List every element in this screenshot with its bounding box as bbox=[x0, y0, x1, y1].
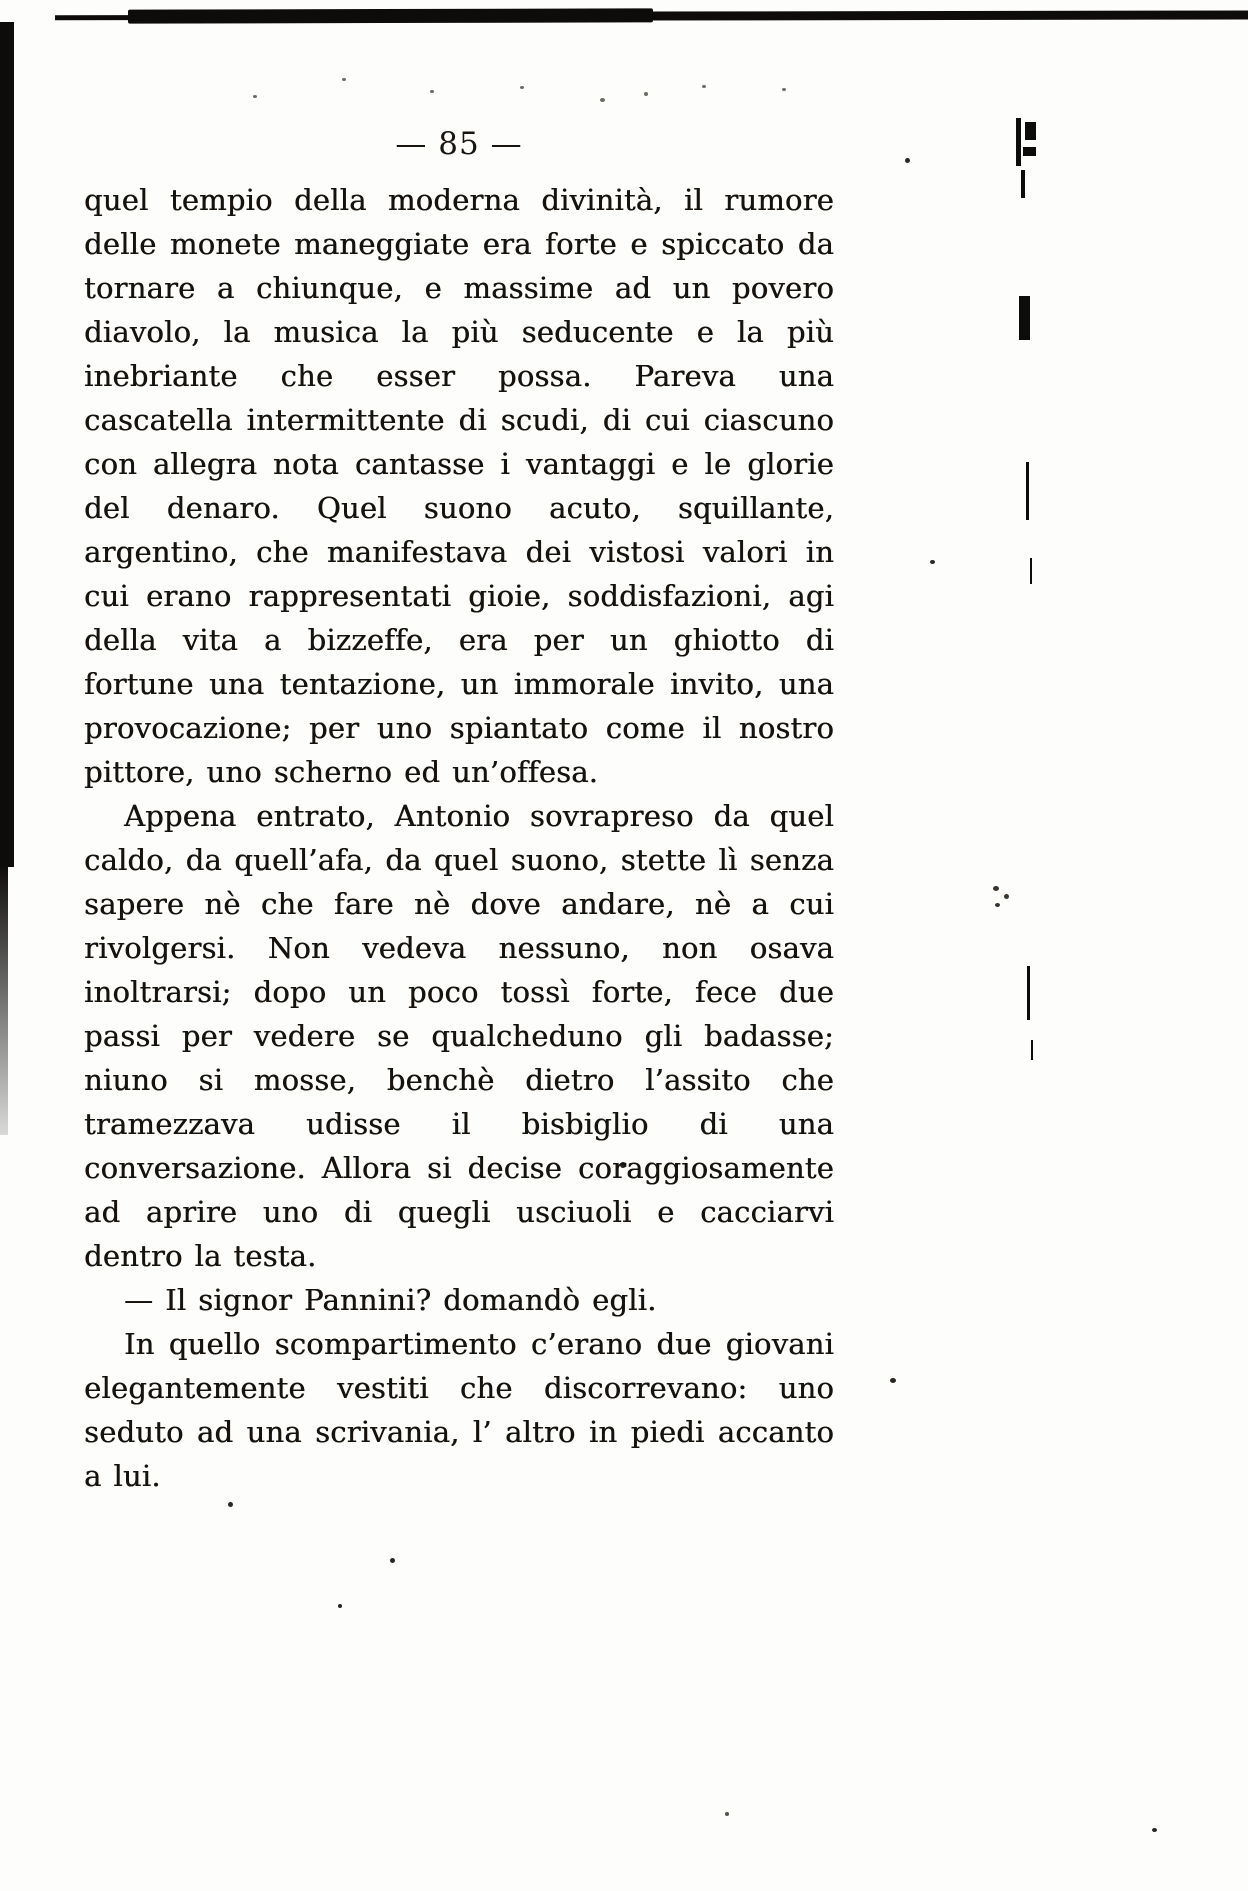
scan-speck bbox=[930, 560, 935, 564]
scan-speck bbox=[342, 78, 346, 81]
scan-speck bbox=[905, 158, 910, 163]
scan-speck bbox=[993, 886, 999, 891]
scan-speck bbox=[1152, 1828, 1157, 1832]
page-number: — 85 — bbox=[395, 126, 523, 162]
page-text bbox=[84, 178, 834, 1498]
scan-speck bbox=[338, 1604, 342, 1608]
scan-speck bbox=[702, 85, 706, 88]
scan-artifact-edge-mark bbox=[1026, 462, 1029, 520]
scan-speck bbox=[995, 903, 1000, 907]
scan-speck bbox=[430, 90, 434, 93]
scan-artifact-edge-mark bbox=[1030, 558, 1032, 584]
scan-artifact-edge-mark bbox=[1019, 296, 1030, 340]
scan-speck bbox=[1004, 894, 1009, 899]
scan-artifact-edge-mark bbox=[1027, 966, 1030, 1020]
scan-artifact-binding-fade bbox=[0, 865, 8, 1135]
scan-speck bbox=[390, 1558, 395, 1563]
scan-speck bbox=[782, 88, 786, 91]
scan-artifact-edge-mark bbox=[1021, 170, 1025, 198]
scan-speck bbox=[725, 1812, 729, 1816]
scan-artifact-top-bar-2 bbox=[645, 10, 1248, 20]
scan-speck bbox=[520, 86, 524, 89]
scan-artifact-top-bar bbox=[128, 8, 653, 23]
scan-speck bbox=[253, 95, 257, 98]
scan-artifact-edge-mark bbox=[1031, 1040, 1033, 1060]
scan-artifact-edge-mark bbox=[1025, 122, 1036, 140]
scan-artifact-binding-strip bbox=[0, 22, 14, 867]
scan-speck bbox=[644, 92, 648, 96]
scan-artifact-edge-mark bbox=[1016, 118, 1021, 166]
scan-speck bbox=[600, 98, 605, 102]
scan-artifact-edge-mark bbox=[1023, 147, 1036, 156]
paragraph: — Il signor Pannini? domandò egli. bbox=[124, 1283, 657, 1317]
paragraph: In quello scompartimento c’erano due giovani elegantemente vestiti che discorrevano: uno seduto ad una scrivania, l’ altro in piedi accanto a lui. bbox=[84, 1327, 834, 1493]
paragraph: Appena entrato, Antonio sovrapreso da quel caldo, da quell’afa, da quel suono, stette lì senza sapere nè che fare nè dove andare, nè a cui rivolgersi. Non vedeva nessuno, non osava inoltrarsi; dopo un poco tossì forte, fece due passi per vedere se qualcheduno gli badasse; niuno si mosse, benchè dietro l’assito che tramezzava udisse il bisbiglio di una conversazione. Allora si decise coraggiosamente ad aprire uno di quegli usciuoli e cacciarvi dentro la testa. bbox=[84, 799, 834, 1273]
paragraph: quel tempio della moderna divinità, il rumore delle monete maneggiate era forte e spiccato da tornare a chiunque, e massime ad un povero diavolo, la musica la più seducente e la più inebriante che esser possa. Pareva una cascatella intermittente di scudi, di cui ciascuno con allegra nota cantasse i vantaggi e le glorie del denaro. Quel suono acuto, squillante, argentino, che manifestava dei vistosi valori in cui erano rappresentati gioie, soddisfazioni, agi della vita a bizzeffe, era per un ghiotto di fortune una tentazione, un immorale invito, una provocazione; per uno spiantato come il nostro pittore, uno scherno ed un’offesa. bbox=[84, 183, 834, 789]
scan-speck bbox=[890, 1378, 896, 1383]
scan-speck bbox=[228, 1502, 233, 1507]
